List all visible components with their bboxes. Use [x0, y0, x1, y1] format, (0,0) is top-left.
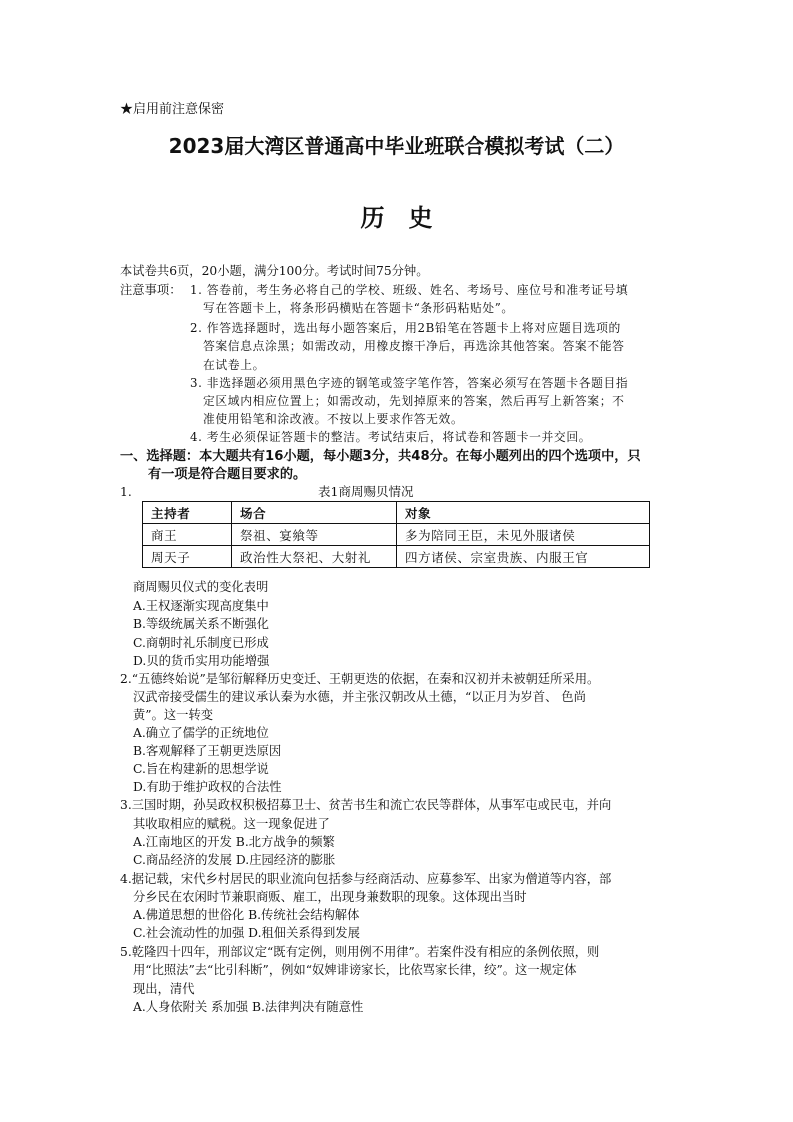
table-cell: 多为陪同王臣，未见外服诸侯: [397, 524, 650, 546]
section-heading-cont: 有一项是符合题目要求的。: [148, 467, 307, 482]
notice-label: 注意事项：: [120, 283, 182, 297]
question-2-stem: 2.“五德终始说”是邹衍解释历史变迁、王朝更迭的依据，在秦和汉初并未被朝廷所采用。: [120, 672, 600, 686]
question-4-options-ab: A.佛道思想的世俗化 B.传统社会结构解体: [133, 908, 360, 922]
table-cell: 祭祖、宴飨等: [232, 524, 397, 546]
exam-summary: 本试卷共6页，20小题，满分100分。考试时间75分钟。: [120, 264, 429, 278]
notice-item-1-cont: 写在答题卡上，将条形码横贴在答题卡“条形码粘贴处”。: [203, 301, 514, 315]
shang-zhou-table: [142, 501, 650, 568]
question-4-stem-cont: 分乡民在农闲时节兼职商贩、雇工，出现身兼数职的现象。这体现出当时: [133, 890, 527, 904]
notice-item-2-cont2: 在试卷上。: [203, 358, 265, 372]
question-2-option-b: B.客观解释了王朝更迭原因: [133, 744, 282, 758]
table-header-cell: 场合: [232, 502, 397, 524]
notice-item-2: 2. 作答选择题时，选出每小题答案后，用2B铅笔在答题卡上将对应题目选项的: [190, 321, 621, 335]
notice-item-3-cont2: 准使用铅笔和涂改液。不按以上要求作答无效。: [203, 412, 464, 426]
question-3-stem: 3.三国时期，孙吴政权积极招募卫士、贫苦书生和流亡农民等群体，从事军屯或民屯，并向: [120, 798, 612, 812]
table-row: [143, 524, 650, 546]
table-header-cell: 对象: [397, 502, 650, 524]
question-1-option-b: B.等级统属关系不断强化: [133, 617, 269, 631]
table-cell: 四方诸侯、宗室贵族、内服王官: [397, 546, 650, 568]
question-3-options-cd: C.商品经济的发展 D.庄园经济的膨胀: [133, 853, 336, 867]
question-1-option-a: A.王权逐渐实现高度集中: [133, 599, 269, 613]
question-5-stem-cont2: 现出，清代: [133, 982, 195, 996]
notice-item-3-cont: 定区域内相应位置上；如需改动，先划掉原来的答案，然后再写上新答案；不: [203, 394, 625, 408]
table-header-cell: 主持者: [143, 502, 232, 524]
question-4-stem: 4.据记载，宋代乡村居民的职业流向包括参与经商活动、应募参军、出家为僧道等内容，部: [120, 872, 612, 886]
table-cell: 周天子: [143, 546, 232, 568]
question-2-stem-cont: 汉武帝接受儒生的建议承认秦为水德，并主张汉朝改从土德，“以正月为岁首、 色尚: [133, 690, 586, 704]
table-cell: 政治性大祭祀、大射礼: [232, 546, 397, 568]
question-2-option-d: D.有助于维护政权的合法性: [133, 780, 282, 794]
section-heading: 一、选择题：本大题共有16小题，每小题3分，共48分。在每小题列出的四个选项中，只: [120, 449, 641, 464]
question-5-stem: 5.乾隆四十四年，刑部议定“既有定例，则用例不用律”。若案件没有相应的条例依照，则: [120, 945, 600, 959]
subject-title: 历史: [360, 203, 457, 232]
question-1-stem: 商周赐贝仪式的变化表明: [133, 580, 269, 594]
notice-item-2-cont: 答案信息点涂黑；如需改动，用橡皮擦干净后，再选涂其他答案。答案不能答: [203, 339, 625, 353]
table-header-row: [143, 502, 650, 524]
table-row: [143, 546, 650, 568]
confidential-notice: ★启用前注意保密: [120, 102, 225, 117]
question-1-option-c: C.商朝时礼乐制度已形成: [133, 636, 269, 650]
question-2-option-c: C.旨在构建新的思想学说: [133, 762, 269, 776]
table-caption: 表1商周赐贝情况: [318, 484, 414, 499]
exam-title: 2023届大湾区普通高中毕业班联合模拟考试（二）: [168, 134, 625, 158]
question-3-options-ab: A.江南地区的开发 B.北方战争的频繁: [133, 835, 335, 849]
question-5-options-ab: A.人身依附关 系加强 B.法律判决有随意性: [133, 1000, 364, 1014]
question-2-option-a: A.确立了儒学的正统地位: [133, 726, 269, 740]
question-3-stem-cont: 其收取相应的赋税。这一现象促进了: [133, 817, 330, 831]
table-cell: 商王: [143, 524, 232, 546]
question-2-stem-cont2: 黄”。这一转变: [133, 708, 214, 722]
question-5-stem-cont: 用“比照法”去“比引科断”，例如“奴婢诽谤家长，比依骂家长律，绞”。这一规定体: [133, 963, 577, 977]
question-1-number: 1.: [120, 485, 132, 499]
notice-item-1: 1. 答卷前，考生务必将自己的学校、班级、姓名、考场号、座位号和准考证号填: [190, 283, 629, 297]
question-4-options-cd: C.社会流动性的加强 D.租佃关系得到发展: [133, 926, 360, 940]
question-1-option-d: D.贝的货币实用功能增强: [133, 654, 270, 668]
notice-item-3: 3. 非选择题必须用黑色字迹的钢笔或签字笔作答，答案必须写在答题卡各题目指: [190, 376, 629, 390]
notice-item-4: 4. 考生必须保证答题卡的整洁。考试结束后，将试卷和答题卡一并交回。: [190, 430, 592, 444]
